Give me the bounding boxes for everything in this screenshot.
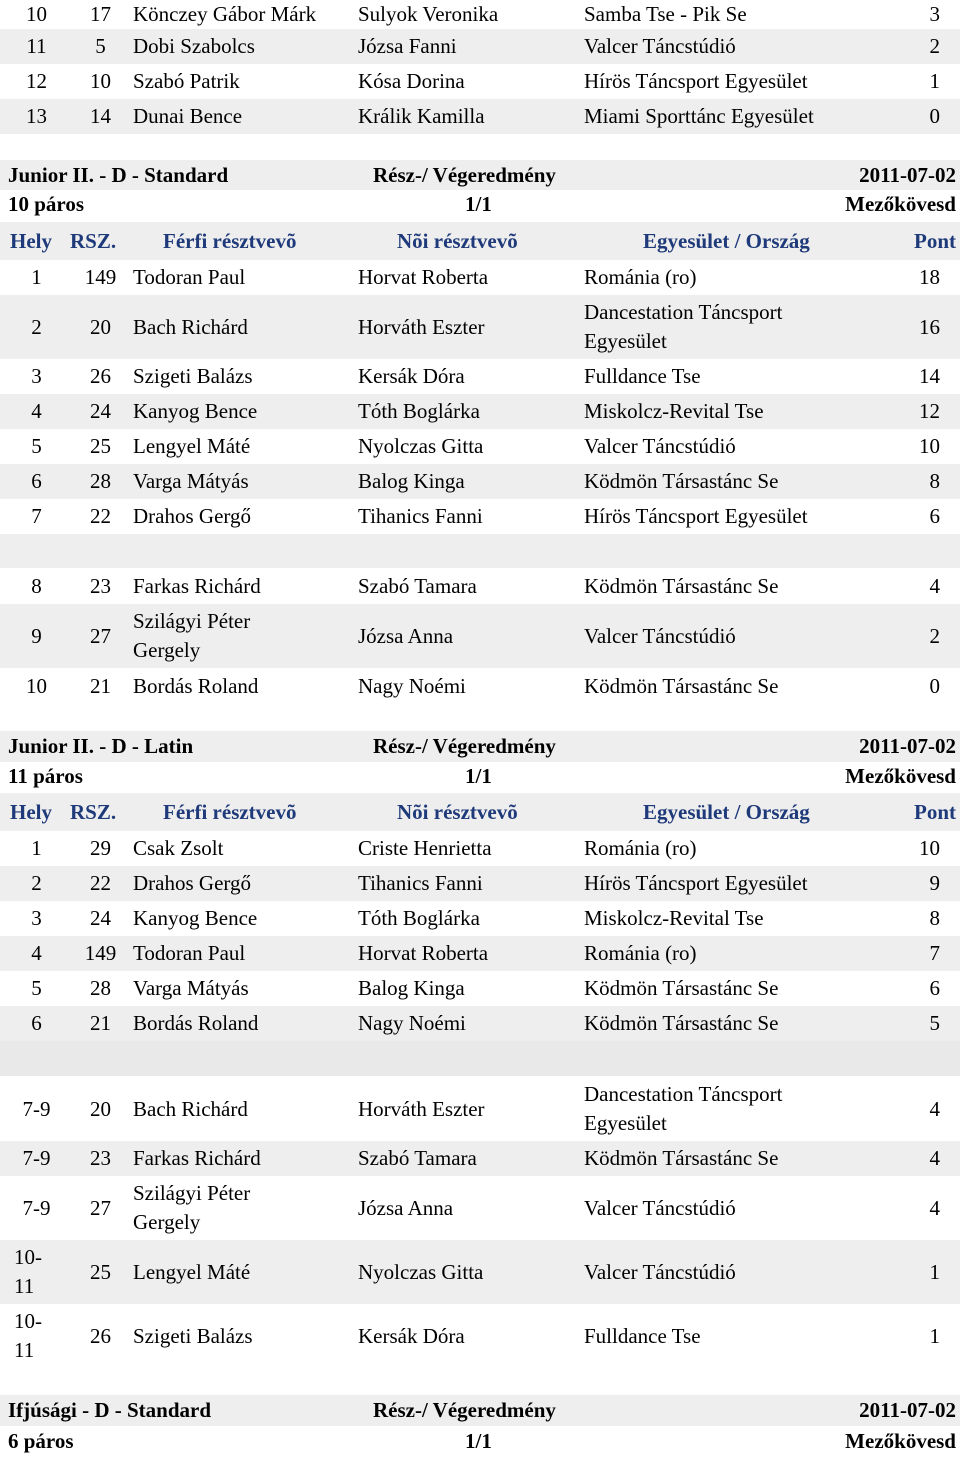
male-cell: Bordás Roland: [133, 1011, 259, 1035]
number-cell: 27: [90, 1195, 111, 1220]
female-cell: Kersák Dóra: [358, 364, 465, 388]
number-cell: 26: [90, 364, 111, 388]
points-cell: 4: [929, 1096, 940, 1121]
table-row: [0, 295, 960, 359]
table-row: [0, 99, 960, 134]
number-cell: 23: [90, 574, 111, 598]
male-cell: Lengyel Máté: [133, 434, 251, 458]
points-cell: 2: [929, 623, 940, 648]
number-cell: 10: [90, 69, 111, 93]
table-row: [0, 831, 960, 866]
female-cell: Tihanics Fanni: [358, 871, 483, 895]
points-cell: 4: [929, 1146, 940, 1170]
male-cell: Bach Richárd: [133, 1096, 248, 1121]
club-cell: Miskolcz-Revital Tse: [584, 399, 764, 423]
female-cell: Horvat Roberta: [358, 941, 489, 965]
club-cell: Hírös Táncsport Egyesület: [584, 69, 808, 93]
female-cell: Horváth Eszter: [358, 1096, 485, 1121]
number-cell: 149: [84, 265, 117, 289]
points-cell: 2: [929, 34, 940, 58]
male-cell: Szabó Patrik: [133, 69, 240, 93]
male-cell: Szilágyi Péter Gergely: [133, 609, 251, 662]
club-cell: Samba Tse - Pik Se: [584, 2, 747, 26]
male-cell: Drahos Gergő: [133, 871, 252, 895]
female-cell: Tihanics Fanni: [358, 504, 483, 528]
place-cell: 1: [31, 265, 42, 289]
points-cell: 3: [929, 2, 940, 26]
club-cell: Ködmön Társastánc Se: [584, 574, 779, 598]
col-header-place: Hely: [10, 228, 52, 253]
female-cell: Szabó Tamara: [358, 574, 477, 598]
female-cell: Nagy Noémi: [358, 673, 466, 698]
table-row: [0, 394, 960, 429]
female-cell: Horváth Eszter: [358, 314, 485, 339]
section-title-row: [0, 1395, 960, 1426]
female-cell: Balog Kinga: [358, 469, 465, 493]
place-cell: 7-9: [22, 1195, 51, 1220]
table-row: [0, 1006, 960, 1041]
place-cell: 5: [31, 976, 42, 1000]
male-cell: Drahos Gergő: [133, 504, 252, 528]
table-row: [0, 604, 960, 668]
male-cell: Szigeti Balázs: [133, 364, 253, 388]
round: 1/1: [465, 764, 492, 788]
male-cell: Bordás Roland: [133, 673, 259, 698]
table-row: [0, 429, 960, 464]
place-cell: 7-9: [22, 1146, 51, 1170]
place-cell: 10-11: [14, 1309, 42, 1362]
male-cell: Szigeti Balázs: [133, 1323, 253, 1348]
female-cell: Tóth Boglárka: [358, 906, 480, 930]
place-cell: 6: [31, 469, 42, 493]
place-cell: 1: [31, 836, 42, 860]
male-cell: Szilágyi Péter Gergely: [133, 1181, 251, 1234]
male-cell: Farkas Richárd: [133, 1146, 261, 1170]
place-cell: 2: [31, 871, 42, 895]
number-cell: 149: [84, 941, 117, 965]
points-cell: 6: [929, 504, 940, 528]
number-cell: 28: [90, 976, 111, 1000]
points-cell: 4: [929, 1195, 940, 1220]
female-cell: Józsa Fanni: [358, 34, 457, 58]
points-cell: 14: [919, 364, 940, 388]
number-cell: 29: [90, 836, 111, 860]
number-cell: 28: [90, 469, 111, 493]
col-header-number: RSZ.: [70, 228, 117, 253]
col-header-number: RSZ.: [70, 799, 117, 824]
event-date: 2011-07-02: [859, 734, 956, 758]
club-cell: Ködmön Társastánc Se: [584, 1146, 779, 1170]
club-cell: Ködmön Társastánc Se: [584, 673, 779, 698]
place-cell: 6: [31, 1011, 42, 1035]
col-header-club: Egyesület / Ország: [643, 799, 810, 824]
column-header-row: [0, 793, 960, 831]
male-cell: Csak Zsolt: [133, 836, 224, 860]
male-cell: Kanyog Bence: [133, 906, 258, 930]
column-header-row: [0, 222, 960, 260]
section-title: Ifjúsági - D - Standard: [8, 1398, 212, 1422]
points-cell: 18: [919, 265, 940, 289]
female-cell: Szabó Tamara: [358, 1146, 477, 1170]
male-cell: Varga Mátyás: [133, 976, 249, 1000]
section-title-row: [0, 731, 960, 762]
female-cell: Králik Kamilla: [358, 104, 485, 128]
section-info-row: [0, 190, 960, 219]
table-row: [0, 260, 960, 295]
result-type: Rész-/ Végeredmény: [373, 162, 556, 187]
place-cell: 7-9: [22, 1096, 51, 1121]
number-cell: 14: [90, 104, 111, 128]
points-cell: 1: [929, 1323, 940, 1348]
table-row: [0, 1176, 960, 1240]
points-cell: 1: [929, 69, 940, 93]
male-cell: Bach Richárd: [133, 314, 248, 339]
male-cell: Kanyog Bence: [133, 399, 258, 423]
col-header-female: Nõi résztvevõ: [397, 799, 518, 824]
number-cell: 20: [90, 314, 111, 339]
club-cell: Fulldance Tse: [584, 1323, 701, 1348]
points-cell: 9: [929, 871, 940, 895]
number-cell: 21: [90, 1011, 111, 1035]
table-row: [0, 359, 960, 394]
female-cell: Criste Henrietta: [358, 836, 492, 860]
number-cell: 22: [90, 504, 111, 528]
club-cell: Valcer Táncstúdió: [584, 1195, 736, 1220]
result-type: Rész-/ Végeredmény: [373, 734, 556, 758]
place-cell: 10: [26, 673, 47, 698]
male-cell: Farkas Richárd: [133, 574, 261, 598]
female-cell: Józsa Anna: [358, 623, 454, 648]
table-row: [0, 936, 960, 971]
points-cell: 4: [929, 574, 940, 598]
table-row: [0, 464, 960, 499]
number-cell: 25: [90, 1259, 111, 1284]
club-cell: Románia (ro): [584, 836, 697, 860]
female-cell: Balog Kinga: [358, 976, 465, 1000]
number-cell: 21: [90, 673, 111, 698]
club-cell: Valcer Táncstúdió: [584, 434, 736, 458]
table-row: [0, 499, 960, 534]
place-cell: 9: [31, 623, 42, 648]
col-header-points: Pont: [914, 799, 956, 824]
female-cell: Nyolczas Gitta: [358, 434, 484, 458]
number-cell: 20: [90, 1096, 111, 1121]
points-cell: 16: [919, 314, 940, 339]
male-cell: Könczey Gábor Márk: [133, 2, 317, 26]
section-title: Junior II. - D - Standard: [8, 162, 229, 187]
points-cell: 10: [919, 836, 940, 860]
club-cell: Valcer Táncstúdió: [584, 1259, 736, 1284]
place-cell: 12: [26, 69, 47, 93]
location: Mezőkövesd: [845, 764, 956, 788]
number-cell: 22: [90, 871, 111, 895]
club-cell: Hírös Táncsport Egyesület: [584, 871, 808, 895]
points-cell: 8: [929, 906, 940, 930]
points-cell: 0: [929, 673, 940, 698]
table-row: [0, 668, 960, 704]
location: Mezőkövesd: [845, 1428, 956, 1453]
table-row: [0, 1240, 960, 1304]
table-row: [0, 1077, 960, 1141]
pair-count: 11 páros: [8, 764, 83, 788]
pair-count: 10 páros: [8, 192, 85, 216]
club-cell: Hírös Táncsport Egyesület: [584, 504, 808, 528]
col-header-place: Hely: [10, 799, 52, 824]
female-cell: Kósa Dorina: [358, 69, 465, 93]
number-cell: 27: [90, 623, 111, 648]
points-cell: 5: [929, 1011, 940, 1035]
female-cell: Horvat Roberta: [358, 265, 489, 289]
club-cell: Valcer Táncstúdió: [584, 623, 736, 648]
section-title-row: [0, 160, 960, 190]
table-row: [0, 29, 960, 64]
male-cell: Todoran Paul: [133, 265, 246, 289]
place-cell: 2: [31, 314, 42, 339]
col-header-points: Pont: [914, 228, 956, 253]
female-cell: Sulyok Veronika: [358, 2, 499, 26]
col-header-male: Férfi résztvevõ: [163, 799, 297, 824]
club-cell: Fulldance Tse: [584, 364, 701, 388]
place-cell: 11: [26, 34, 47, 58]
female-cell: Józsa Anna: [358, 1195, 454, 1220]
spacer-row: [0, 1041, 960, 1076]
col-header-female: Nõi résztvevõ: [397, 228, 518, 253]
col-header-club: Egyesület / Ország: [643, 228, 810, 253]
number-cell: 24: [90, 399, 111, 423]
place-cell: 3: [31, 364, 42, 388]
table-row: [0, 971, 960, 1006]
table-row: [0, 569, 960, 604]
club-cell: Ködmön Társastánc Se: [584, 1011, 779, 1035]
male-cell: Dunai Bence: [133, 104, 243, 128]
place-cell: 7: [31, 504, 42, 528]
points-cell: 1: [929, 1259, 940, 1284]
table-row: [0, 901, 960, 936]
table-row: [0, 64, 960, 99]
points-cell: 7: [929, 941, 940, 965]
section-info-row: [0, 762, 960, 791]
round: 1/1: [465, 192, 492, 216]
male-cell: Todoran Paul: [133, 941, 246, 965]
section-title: Junior II. - D - Latin: [8, 734, 194, 758]
event-date: 2011-07-02: [859, 162, 956, 187]
female-cell: Kersák Dóra: [358, 1323, 465, 1348]
col-header-male: Férfi résztvevõ: [163, 228, 297, 253]
number-cell: 26: [90, 1323, 111, 1348]
table-row: [0, 0, 960, 29]
spacer-row: [0, 534, 960, 568]
club-cell: Miami Sporttánc Egyesület: [584, 104, 814, 128]
pair-count: 6 páros: [8, 1428, 74, 1453]
number-cell: 24: [90, 906, 111, 930]
number-cell: 23: [90, 1146, 111, 1170]
round: 1/1: [465, 1428, 492, 1453]
table-row: [0, 1304, 960, 1368]
club-cell: Ködmön Társastánc Se: [584, 976, 779, 1000]
club-cell: Valcer Táncstúdió: [584, 34, 736, 58]
male-cell: Varga Mátyás: [133, 469, 249, 493]
points-cell: 12: [919, 399, 940, 423]
place-cell: 13: [26, 104, 47, 128]
number-cell: 17: [90, 2, 111, 26]
place-cell: 4: [31, 941, 42, 965]
place-cell: 4: [31, 399, 42, 423]
club-cell: Dancestation Táncsport Egyesület: [584, 1082, 783, 1135]
result-type: Rész-/ Végeredmény: [373, 1398, 556, 1422]
points-cell: 0: [929, 104, 940, 128]
number-cell: 5: [95, 34, 106, 58]
place-cell: 3: [31, 906, 42, 930]
club-cell: Miskolcz-Revital Tse: [584, 906, 764, 930]
points-cell: 10: [919, 434, 940, 458]
table-row: [0, 1141, 960, 1176]
male-cell: Dobi Szabolcs: [133, 34, 255, 58]
place-cell: 10-11: [14, 1245, 42, 1298]
location: Mezőkövesd: [845, 192, 956, 216]
female-cell: Nyolczas Gitta: [358, 1259, 484, 1284]
place-cell: 10: [26, 2, 47, 26]
place-cell: 8: [31, 574, 42, 598]
points-cell: 6: [929, 976, 940, 1000]
section-info-row: [0, 1426, 960, 1456]
place-cell: 5: [31, 434, 42, 458]
male-cell: Lengyel Máté: [133, 1259, 251, 1284]
club-cell: Románia (ro): [584, 265, 697, 289]
number-cell: 25: [90, 434, 111, 458]
points-cell: 8: [929, 469, 940, 493]
table-row: [0, 866, 960, 901]
event-date: 2011-07-02: [859, 1398, 956, 1422]
female-cell: Nagy Noémi: [358, 1011, 466, 1035]
female-cell: Tóth Boglárka: [358, 399, 480, 423]
club-cell: Románia (ro): [584, 941, 697, 965]
club-cell: Dancestation Táncsport Egyesület: [584, 300, 783, 353]
club-cell: Ködmön Társastánc Se: [584, 469, 779, 493]
